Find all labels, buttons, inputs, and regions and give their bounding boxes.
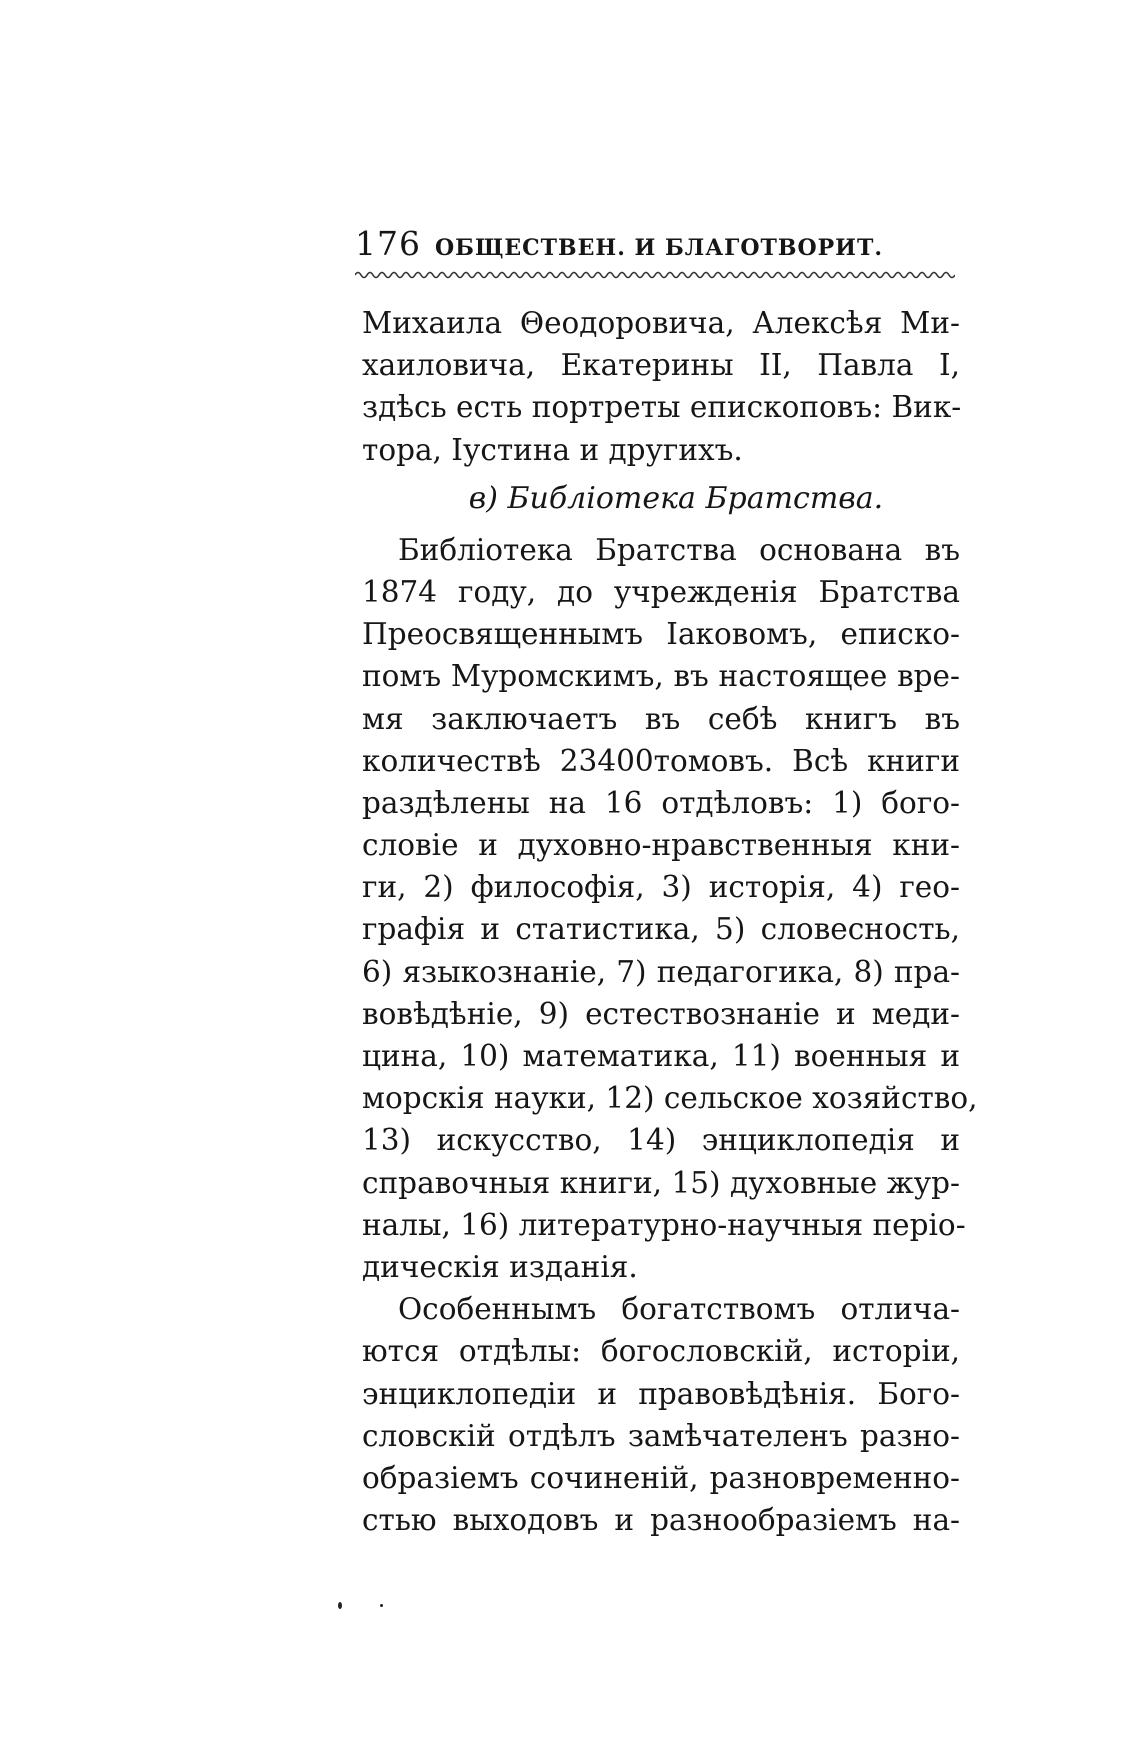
print-specks — [300, 1580, 380, 1620]
ink-speck — [380, 1604, 383, 1607]
body-text — [362, 302, 978, 1541]
text-line: словіе и духовно-нравственныя кни- — [362, 828, 960, 863]
text-line: дическія изданія. — [362, 1249, 638, 1284]
text-line: здѣсь есть портреты епископовъ: Вик- — [362, 390, 962, 425]
text-line: раздѣлены на 16 отдѣловъ: 1) бого- — [362, 785, 960, 820]
text-line: Преосвященнымъ Іаковомъ, еписко- — [362, 617, 960, 652]
text-line: энциклопедіи и правовѣдѣнія. Бого- — [362, 1376, 960, 1411]
header-wavy-rule — [355, 268, 955, 282]
text-line: цина, 10) математика, 11) военныя и — [362, 1039, 960, 1073]
paragraph-departments — [362, 1288, 960, 1541]
text-line: образіемъ сочиненій, разновременно- — [362, 1460, 960, 1495]
text-line: мя заключаетъ въ себѣ книгъ въ — [362, 701, 960, 736]
text-line: справочныя книги, 15) духовные жур- — [362, 1165, 960, 1200]
text-line: хаиловича, Екатерины II, Павла I, — [362, 348, 960, 383]
section-heading: в) Библіотека Братства. — [468, 480, 884, 516]
page-number: 176 — [355, 224, 421, 263]
paragraph-library — [362, 529, 978, 1288]
text-line: помъ Муромскимъ, въ настоящее вре- — [362, 659, 960, 694]
page-header — [355, 224, 955, 270]
running-head: ОБЩЕСТВЕН. И БЛАГОТВОРИТ. — [435, 235, 883, 261]
text-line: 6) языкознаніе, 7) педагогика, 8) пра- — [362, 954, 960, 989]
text-line: ются отдѣлы: богословскій, исторіи, — [362, 1334, 960, 1369]
text-line: тора, Іустина и другихъ. — [362, 432, 743, 467]
text-line: вовѣдѣніе, 9) естествознаніе и меди- — [362, 996, 960, 1031]
text-line: стью выходовъ и разнообразіемъ на- — [362, 1503, 960, 1538]
text-line: словскій отдѣлъ замѣчателенъ разно- — [362, 1418, 960, 1453]
text-line: ги, 2) философія, 3) исторія, 4) гео- — [362, 870, 960, 905]
text-line: 1874 году, до учрежденія Братства — [362, 574, 960, 609]
text-line: налы, 16) литературно-научныя періо- — [362, 1207, 966, 1242]
text-line: 13) искусство, 14) энциклопедія и — [362, 1123, 960, 1158]
text-line: Библіотека Братства основана въ — [398, 532, 960, 567]
text-line: Особеннымъ богатствомъ отлича- — [398, 1292, 960, 1327]
ink-speck — [338, 1602, 342, 1609]
text-line: количествѣ 23400томовъ. Всѣ книги — [362, 743, 960, 778]
text-line: графія и статистика, 5) словесность, — [362, 912, 960, 947]
text-line: морскія науки, 12) сельское хозяйство, — [362, 1081, 978, 1116]
paragraph-portraits — [362, 302, 960, 471]
text-line: Михаила Θеодоровича, Алексѣя Ми- — [362, 306, 960, 340]
